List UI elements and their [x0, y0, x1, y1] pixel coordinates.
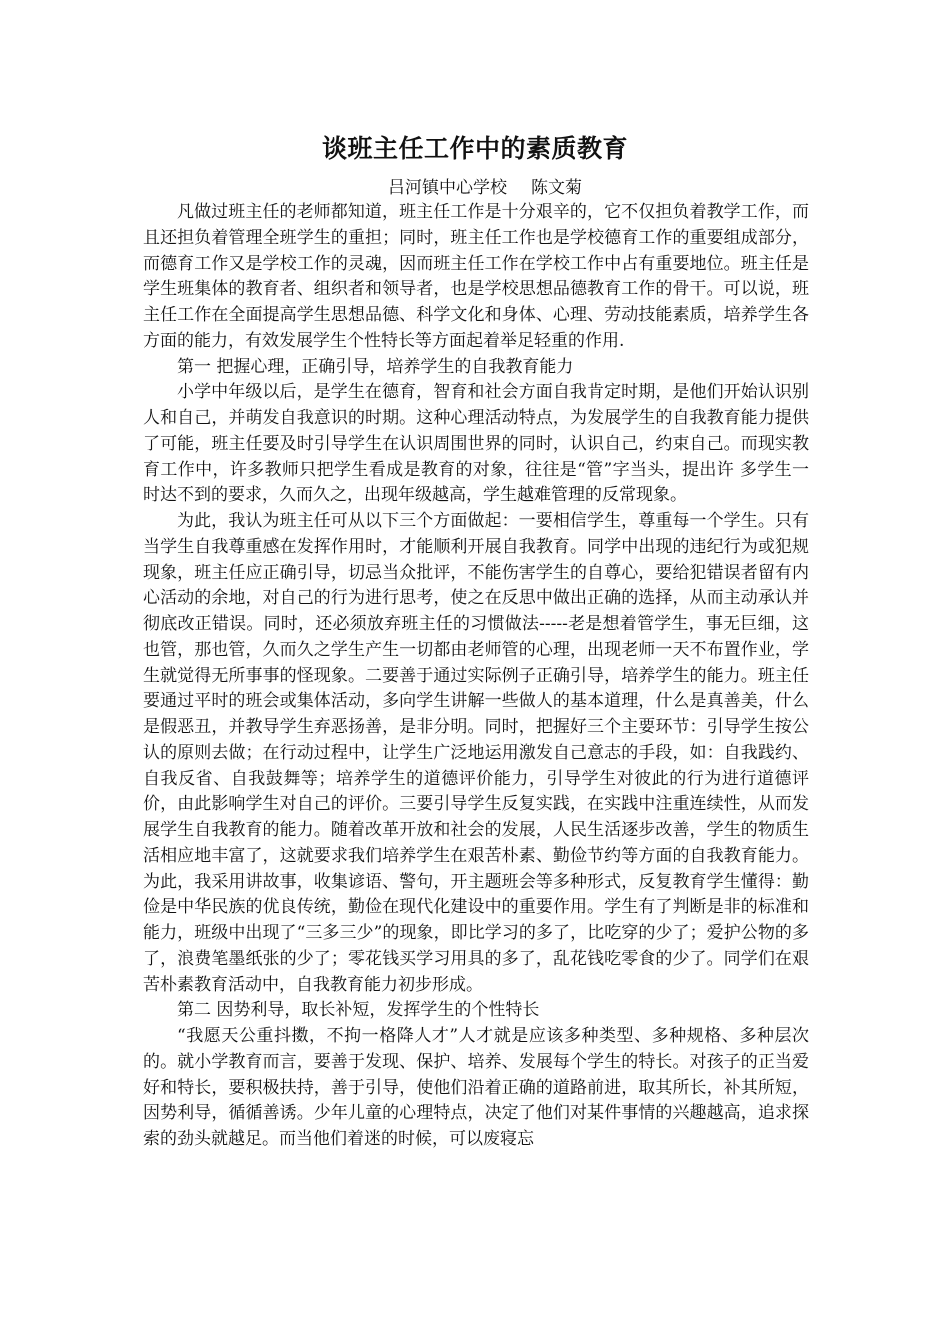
body-paragraph: 小学中年级以后，是学生在德育，智育和社会方面自我肯定时期，是他们开始认识别人和自己，并萌发自我意识的时期。这种心理活动特点，为发展学生的自我教育能力提供了可能，班主任要及时引导学生在认识周围世界的同时，认识自己，约束自己。而现实教育工作中，许多教师只把学生看成是教育的对象，往往是“管”字当头，提出许 多学生一时达不到的要求，久而久之，出现年级越高，学生越难管理的反常现象。 [143, 382, 809, 506]
intro-paragraph: 凡做过班主任的老师都知道，班主任工作是十分艰辛的，它不仅担负着教学工作，而且还担负着管理全班学生的重担；同时，班主任工作也是学校德育工作的重要组成部分，而德育工作又是学校工作的灵魂，因而班主任工作在学校工作中占有重要地位。班主任是学生班集体的教育者、组织者和领导者，也是学校思想品德教育工作的骨干。可以说，班主任工作在全面提高学生思想品德、科学文化和身体、心理、劳动技能素质，培养学生各方面的能力，有效发展学生个性特长等方面起着举足轻重的作用. [143, 202, 809, 351]
section-heading-1: 第一 把握心理，正确引导，培养学生的自我教育能力 [177, 356, 574, 377]
byline [388, 176, 582, 200]
body-paragraph: “我愿天公重抖擞，不拘一格降人才”人才就是应该多种类型、多种规格、多种层次的。就小学教育而言，要善于发现、保护、培养、发展每个学生的特长。对孩子的正当爱好和特长，要积极扶持，善于引导，使他们沿着正确的道路前进，取其所长，补其所短，因势利导，循循善诱。少年儿童的心理特点，决定了他们对某件事情的兴趣越高，追求探索的劲头就越足。而当他们着迷的时候，可以废寝忘 [143, 1026, 809, 1149]
author-name: 陈文菊 [531, 178, 582, 198]
document-title: 谈班主任工作中的素质教育 [321, 134, 628, 163]
school-name: 吕河镇中心学校 [388, 178, 507, 198]
section-heading-2: 第二 因势利导，取长补短，发挥学生的个性特长 [177, 1000, 540, 1021]
body-paragraph: 为此，我认为班主任可从以下三个方面做起：一要相信学生，尊重每一个学生。只有当学生自我尊重感在发挥作用时，才能顺利开展自我教育。同学中出现的违纪行为或犯规现象，班主任应正确引导，切忌当众批评，不能伤害学生的自尊心，要给犯错误者留有内心活动的余地，对自己的行为进行思考，使之在反思中做出正确的选择，从而主动承认并彻底改正错误。同时，还必须放弃班主任的习惯做法-----老是想着管学生，事无巨细，这也管，那也管，久而久之学生产生一切都由老师管的心理，出现老师一天不布置作业，学生就觉得无所事事的怪现象。二要善于通过实际例子正确引导，培养学生的能力。班主任要通过平时的班会或集体活动，多向学生讲解一些做人的基本道理，什么是真善美，什么是假恶丑，并教导学生弃恶扬善，是非分明。同时，把握好三个主要环节：引导学生按公认的原则去做；在行动过程中，让学生广泛地运用激发自己意志的手段，如：自我践约、自我反省、自我鼓舞等；培养学生的道德评价能力，引导学生对彼此的行为进行道德评价，由此影响学生对自己的评价。三要引导学生反复实践，在实践中注重连续性，从而发展学生自我教育的能力。随着改革开放和社会的发展，人民生活逐步改善，学生的物质生活相应地丰富了，这就要求我们培养学生在艰苦朴素、勤俭节约等方面的自我教育能力。为此，我采用讲故事，收集谚语、警句，开主题班会等多种形式，反复教育学生懂得：勤俭是中华民族的优良传统，勤俭在现代化建设中的重要作用。学生有了判断是非的标准和能力，班级中出现了“三多三少”的现象，即比学习的多了，比吃穿的少了；爱护公物的多了，浪费笔墨纸张的少了；零花钱买学习用具的多了，乱花钱吃零食的少了。同学们在艰苦朴素教育活动中，自我教育能力初步形成。 [143, 511, 809, 995]
document-body [143, 200, 809, 1153]
